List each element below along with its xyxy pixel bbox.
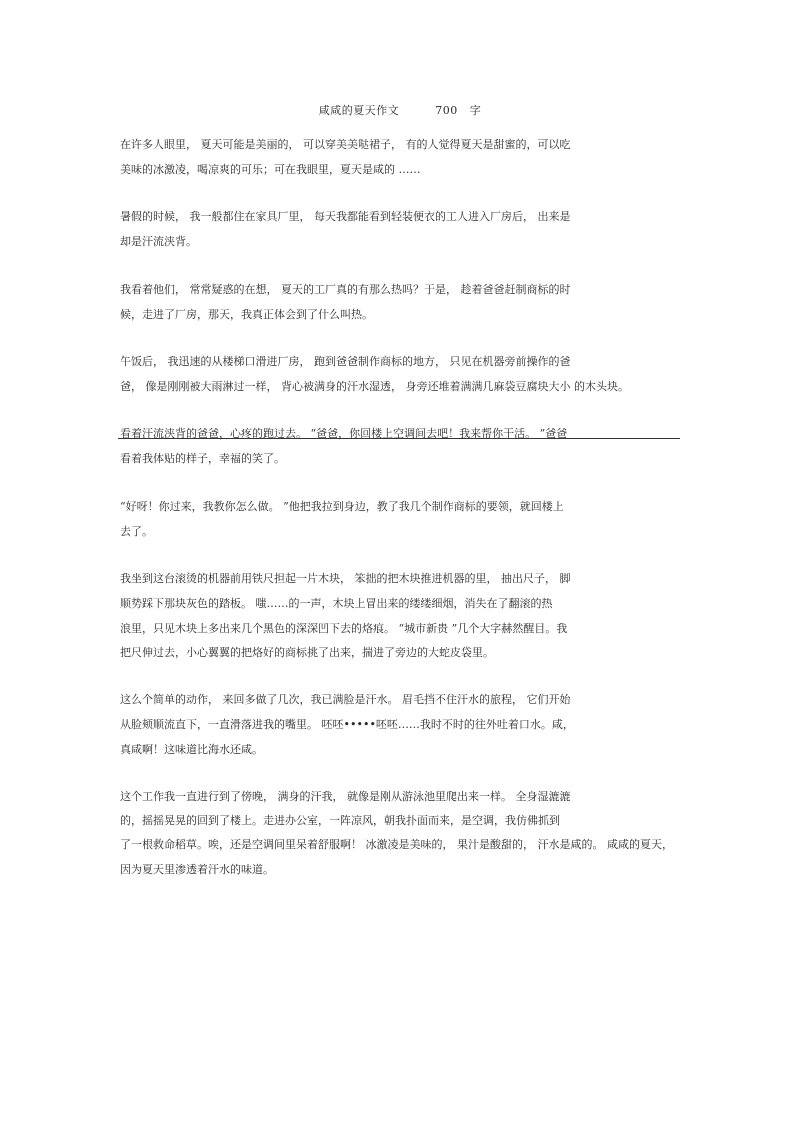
- text-line: 看着我体贴的样子，幸福的笑了。: [120, 452, 285, 465]
- text-line: 爸， 像是刚刚被大雨淋过一样， 背心被满身的汗水湿透， 身旁还堆着满满几麻袋豆腐块大小 的木头块。: [120, 380, 629, 393]
- text-line: 却是汗流浃背。: [120, 235, 197, 248]
- title-text: 咸咸的夏天作文: [318, 104, 400, 117]
- text-line: 因为夏天里渗透着汗水的味道。: [120, 863, 274, 876]
- text-line: 美味的冰激凌，喝凉爽的可乐；可在我眼里，夏天是咸的 ……: [120, 163, 421, 176]
- text-line: “好呀！你过来，我教你怎么做。 ”他把我拉到身边，教了我几个制作商标的要领，就回楼上: [120, 500, 564, 513]
- text-line: 了一根救命稻草。唉，还是空调间里呆着舒服啊！ 冰激凌是美味的， 果汁是酸甜的， 汗水是咸的。 咸咸的夏天，: [120, 838, 673, 851]
- title-unit: 字: [469, 104, 482, 117]
- document-title: [0, 102, 800, 118]
- text-line: 从脸颊顺流直下，一直滑落进我的嘴里。 呸呸•••••呸呸……我时不时的往外吐着口水。咸，: [120, 718, 574, 731]
- text-line: 暑假的时候， 我一般都住在家具厂里， 每天我都能看到轻装便衣的工人进入厂房后， 出来是: [120, 210, 571, 223]
- text-line: 这么个简单的动作， 来回多做了几次，我已满脸是汗水。 眉毛挡不住汗水的旅程， 它们开始: [120, 693, 571, 706]
- horizontal-rule: [118, 438, 680, 439]
- text-line: 顺势踩下那块灰色的踏板。 嗤……的一声，木块上冒出来的缕缕细烟，消失在了翻滚的热: [120, 597, 553, 610]
- text-line: 我坐到这台滚烫的机器前用铁尺担起一片木块， 笨拙的把木块推进机器的里， 抽出尺子， 脚: [120, 572, 571, 585]
- title-word-count: 700: [435, 104, 458, 117]
- text-line: 把尺伸过去，小心翼翼的把烙好的商标挑了出来，揣进了旁边的大蛇皮袋里。: [120, 646, 494, 659]
- text-line: 看着汗流浃背的爸爸，心疼的跑过去。 “爸爸，你回楼上空调间去吧！我来帮你干活。 ”爸爸: [120, 427, 568, 440]
- text-line: 在许多人眼里， 夏天可能是美丽的， 可以穿美美哒裙子， 有的人觉得夏天是甜蜜的，可以吃: [120, 138, 571, 151]
- text-line: 我看着他们， 常常疑惑的在想， 夏天的工厂真的有那么热吗？于是， 趁着爸爸赶制商标的时: [120, 283, 571, 296]
- text-line: 浪里，只见木块上多出来几个黑色的深深凹下去的烙痕。 “城市新贵 ”几个大字赫然醒目。我: [120, 622, 568, 635]
- text-line: 的，摇摇晃晃的回到了楼上。走进办公室，一阵凉风，朝我扑面而来，是空调，我仿佛抓到: [120, 814, 560, 827]
- text-line: 候，走进了厂房，那天，我真正体会到了什么叫热。: [120, 308, 373, 321]
- text-line: 午饭后， 我迅速的从楼梯口滑进厂房， 跑到爸爸制作商标的地方， 只见在机器旁前操作的爸: [120, 355, 571, 368]
- text-line: 去了。: [120, 525, 153, 538]
- text-line: 真咸啊！这味道比海水还咸。: [120, 743, 263, 756]
- text-line: 这个工作我一直进行到了傍晚， 满身的汗我， 就像是刚从游泳池里爬出来一样。 全身湿漉漉: [120, 790, 571, 803]
